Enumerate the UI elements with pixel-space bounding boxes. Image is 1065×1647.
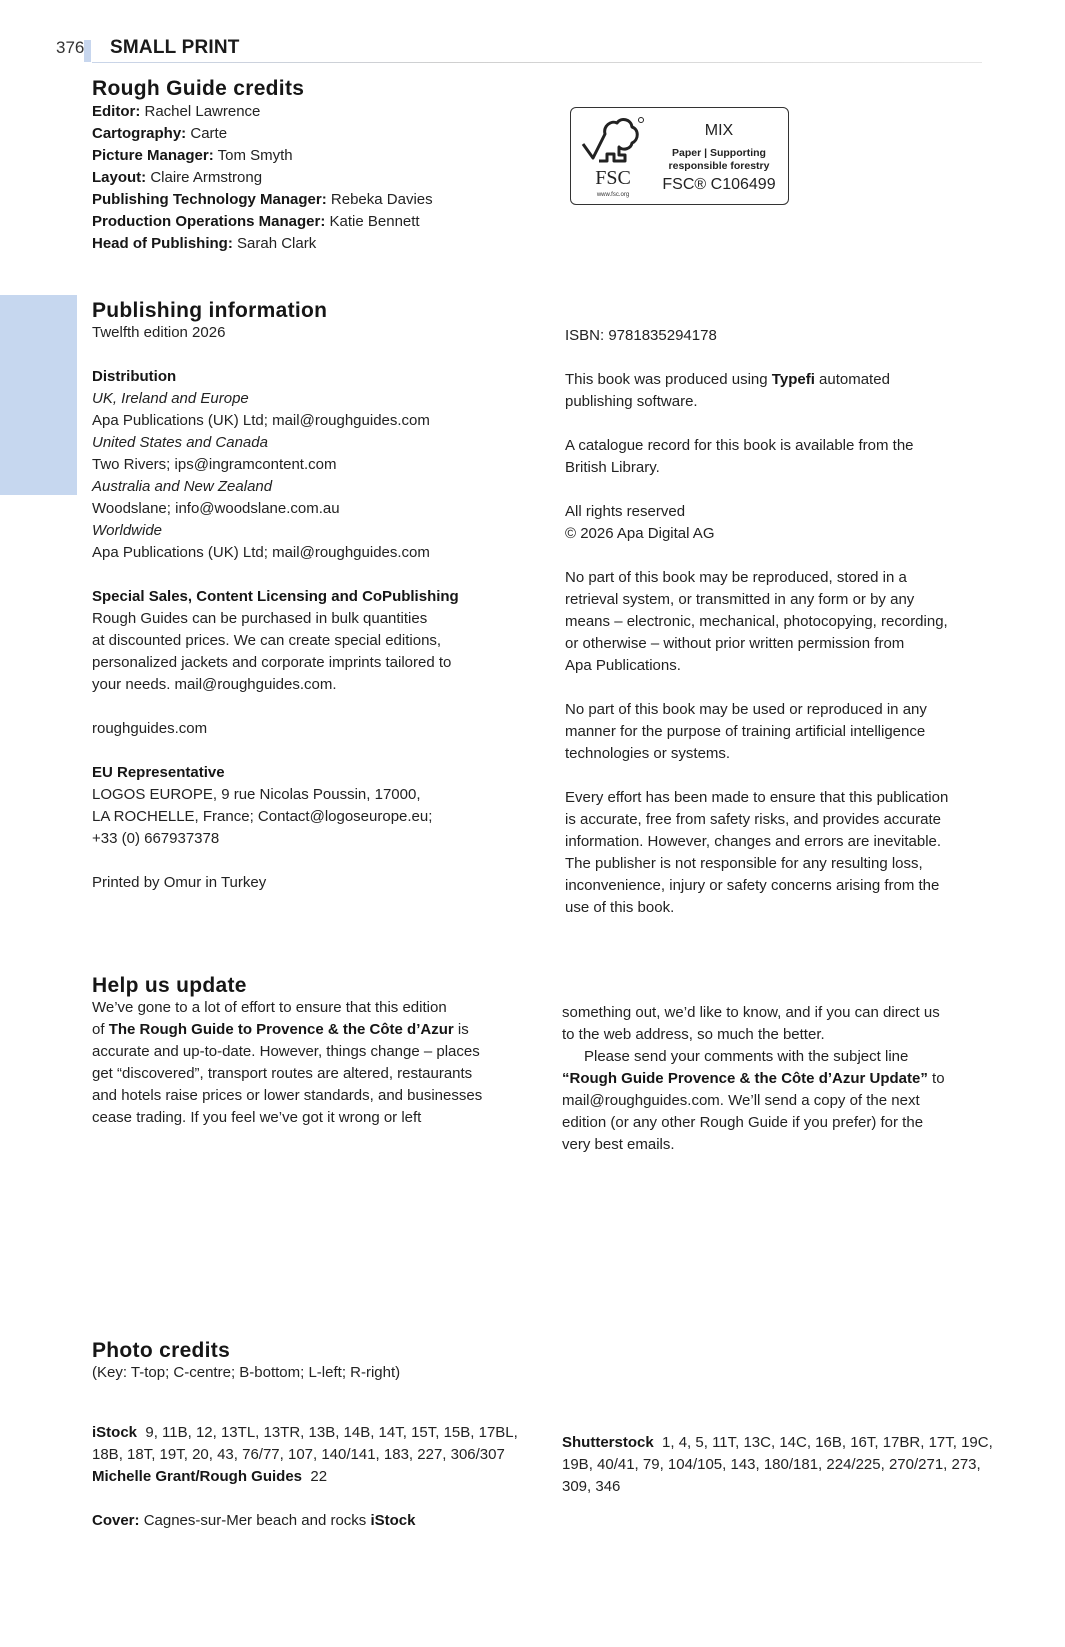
disclaimer: inconvenience, injury or safety concerns arising from the bbox=[565, 877, 940, 894]
distribution-contact: Two Rivers; ips@ingramcontent.com bbox=[92, 456, 337, 473]
publishing-information bbox=[92, 300, 512, 894]
fsc-license-code: FSC® C106499 bbox=[662, 176, 776, 193]
distribution-contact: Woodslane; info@woodslane.com.au bbox=[92, 500, 340, 517]
svg-text:FSC: FSC bbox=[595, 167, 631, 189]
section-title: Rough Guide credits bbox=[92, 77, 305, 100]
typefi-note: publishing software. bbox=[565, 393, 698, 410]
eu-representative-text: +33 (0) 667937378 bbox=[92, 830, 220, 847]
section-title: Publishing information bbox=[92, 299, 328, 322]
fsc-badge bbox=[570, 107, 789, 205]
credit-item: Editor: Rachel Lawrence bbox=[92, 103, 261, 120]
help-text: to the web address, so much the better. bbox=[562, 1026, 825, 1043]
rough-guide-credits bbox=[92, 78, 512, 255]
header-rule bbox=[92, 62, 982, 63]
help-text: edition (or any other Rough Guide if you prefer) for the bbox=[562, 1114, 924, 1131]
help-us-update-right bbox=[562, 1002, 1002, 1156]
photo-credits-right bbox=[562, 1432, 1002, 1498]
help-text: something out, we’d like to know, and if you can direct us bbox=[562, 1004, 940, 1021]
credit-item: Layout: Claire Armstrong bbox=[92, 169, 263, 186]
disclaimer: is accurate, free from safety risks, and provides accurate bbox=[565, 811, 941, 828]
reproduction-notice: means – electronic, mechanical, photocopying, recording, bbox=[565, 613, 948, 630]
special-sales-text: personalized jackets and corporate imprints tailored to bbox=[92, 654, 452, 671]
copyright: © 2026 Apa Digital AG bbox=[565, 525, 715, 542]
rights-reserved: All rights reserved bbox=[565, 503, 686, 520]
eu-representative-text: LOGOS EUROPE, 9 rue Nicolas Poussin, 17000, bbox=[92, 786, 421, 803]
page-number: 376 bbox=[56, 38, 85, 57]
help-text: of The Rough Guide to Provence & the Côte d’Azur is bbox=[92, 1021, 469, 1038]
cover-credit: Cover: Cagnes-sur-Mer beach and rocks iStock bbox=[92, 1512, 416, 1529]
distribution-contact: Apa Publications (UK) Ltd; mail@roughguides.com bbox=[92, 544, 430, 561]
disclaimer: information. However, changes and errors are inevitable. bbox=[565, 833, 942, 850]
fsc-paper-text: Paper | Supporting responsible forestry bbox=[668, 147, 770, 172]
reproduction-notice: Apa Publications. bbox=[565, 657, 681, 674]
distribution-region: UK, Ireland and Europe bbox=[92, 390, 249, 407]
ai-training-notice: manner for the purpose of training artificial intelligence bbox=[565, 723, 926, 740]
section-title: Help us update bbox=[92, 974, 247, 997]
disclaimer: The publisher is not responsible for any resulting loss, bbox=[565, 855, 923, 872]
credit-item: Cartography: Carte bbox=[92, 125, 228, 142]
publishing-information-right bbox=[565, 325, 1005, 919]
special-sales-text: your needs. mail@roughguides.com. bbox=[92, 676, 337, 693]
help-text: We’ve gone to a lot of effort to ensure that this edition bbox=[92, 999, 447, 1016]
distribution-region: United States and Canada bbox=[92, 434, 268, 451]
catalogue-note: A catalogue record for this book is available from the bbox=[565, 437, 914, 454]
reproduction-notice: or otherwise – without prior written permission from bbox=[565, 635, 905, 652]
edition: Twelfth edition 2026 bbox=[92, 324, 226, 341]
help-text: accurate and up-to-date. However, things change – places bbox=[92, 1043, 480, 1060]
catalogue-note: British Library. bbox=[565, 459, 660, 476]
reproduction-notice: No part of this book may be reproduced, stored in a bbox=[565, 569, 907, 586]
isbn: ISBN: 9781835294178 bbox=[565, 327, 717, 344]
photo-credit-shutterstock: Shutterstock 1, 4, 5, 11T, 13C, 14C, 16B, 16T, 17BR, 17T, 19C, 19B, 40/41, 79, 104/105, 143, 180/181, 224/225, 270/271, 273, 309, 346 bbox=[562, 1434, 993, 1495]
disclaimer: use of this book. bbox=[565, 899, 675, 916]
reproduction-notice: retrieval system, or transmitted in any form or by any bbox=[565, 591, 915, 608]
help-text: mail@roughguides.com. We’ll send a copy of the next bbox=[562, 1092, 920, 1109]
help-subject-line: “Rough Guide Provence & the Côte d’Azur Update” to bbox=[562, 1070, 945, 1087]
website: roughguides.com bbox=[92, 720, 208, 737]
ai-training-notice: technologies or systems. bbox=[565, 745, 731, 762]
photo-key: (Key: T-top; C-centre; B-bottom; L-left; R-right) bbox=[92, 1364, 401, 1381]
running-head: SMALL PRINT bbox=[110, 37, 240, 58]
page-edge-color-band bbox=[0, 295, 77, 495]
help-text: get “discovered”, transport routes are altered, restaurants bbox=[92, 1065, 473, 1082]
ai-training-notice: No part of this book may be used or reproduced in any bbox=[565, 701, 927, 718]
photo-credit-istock: iStock 9, 11B, 12, 13TL, 13TR, 13B, 14B, 14T, 15T, 15B, 17BL, 18B, 18T, 19T, 20, 43, 76/77, 107, 140/141, 183, 227, 306/307 bbox=[92, 1424, 518, 1463]
distribution-region: Australia and New Zealand bbox=[92, 478, 273, 495]
credit-item: Production Operations Manager: Katie Bennett bbox=[92, 213, 420, 230]
distribution-region: Worldwide bbox=[92, 522, 163, 539]
section-tab-marker bbox=[84, 40, 91, 62]
typefi-note: This book was produced using Typefi automated bbox=[565, 371, 890, 388]
credit-item: Publishing Technology Manager: Rebeka Davies bbox=[92, 191, 433, 208]
help-us-update bbox=[92, 975, 522, 1129]
disclaimer: Every effort has been made to ensure that this publication bbox=[565, 789, 949, 806]
photo-credit-michelle: Michelle Grant/Rough Guides 22 bbox=[92, 1468, 328, 1485]
section-title: Photo credits bbox=[92, 1339, 231, 1362]
distribution-contact: Apa Publications (UK) Ltd; mail@roughguides.com bbox=[92, 412, 430, 429]
special-sales-text: Rough Guides can be purchased in bulk quantities bbox=[92, 610, 428, 627]
credit-item: Picture Manager: Tom Smyth bbox=[92, 147, 293, 164]
help-text: cease trading. If you feel we’ve got it wrong or left bbox=[92, 1109, 422, 1126]
fsc-tree-checkmark-icon bbox=[577, 114, 649, 200]
help-text: Please send your comments with the subject line bbox=[584, 1048, 909, 1065]
help-text: very best emails. bbox=[562, 1136, 675, 1153]
eu-representative-heading: EU Representative bbox=[92, 764, 225, 781]
printed-by: Printed by Omur in Turkey bbox=[92, 874, 267, 891]
fsc-mix-label: MIX bbox=[704, 122, 734, 139]
special-sales-heading: Special Sales, Content Licensing and CoPublishing bbox=[92, 588, 459, 605]
distribution-heading: Distribution bbox=[92, 368, 177, 385]
svg-text:www.fsc.org: www.fsc.org bbox=[596, 192, 630, 198]
credit-item: Head of Publishing: Sarah Clark bbox=[92, 235, 317, 252]
photo-credits bbox=[92, 1340, 522, 1532]
eu-representative-text: LA ROCHELLE, France; Contact@logoseurope.eu; bbox=[92, 808, 433, 825]
special-sales-text: at discounted prices. We can create special editions, bbox=[92, 632, 442, 649]
help-text: and hotels raise prices or lower standards, and businesses bbox=[92, 1087, 483, 1104]
